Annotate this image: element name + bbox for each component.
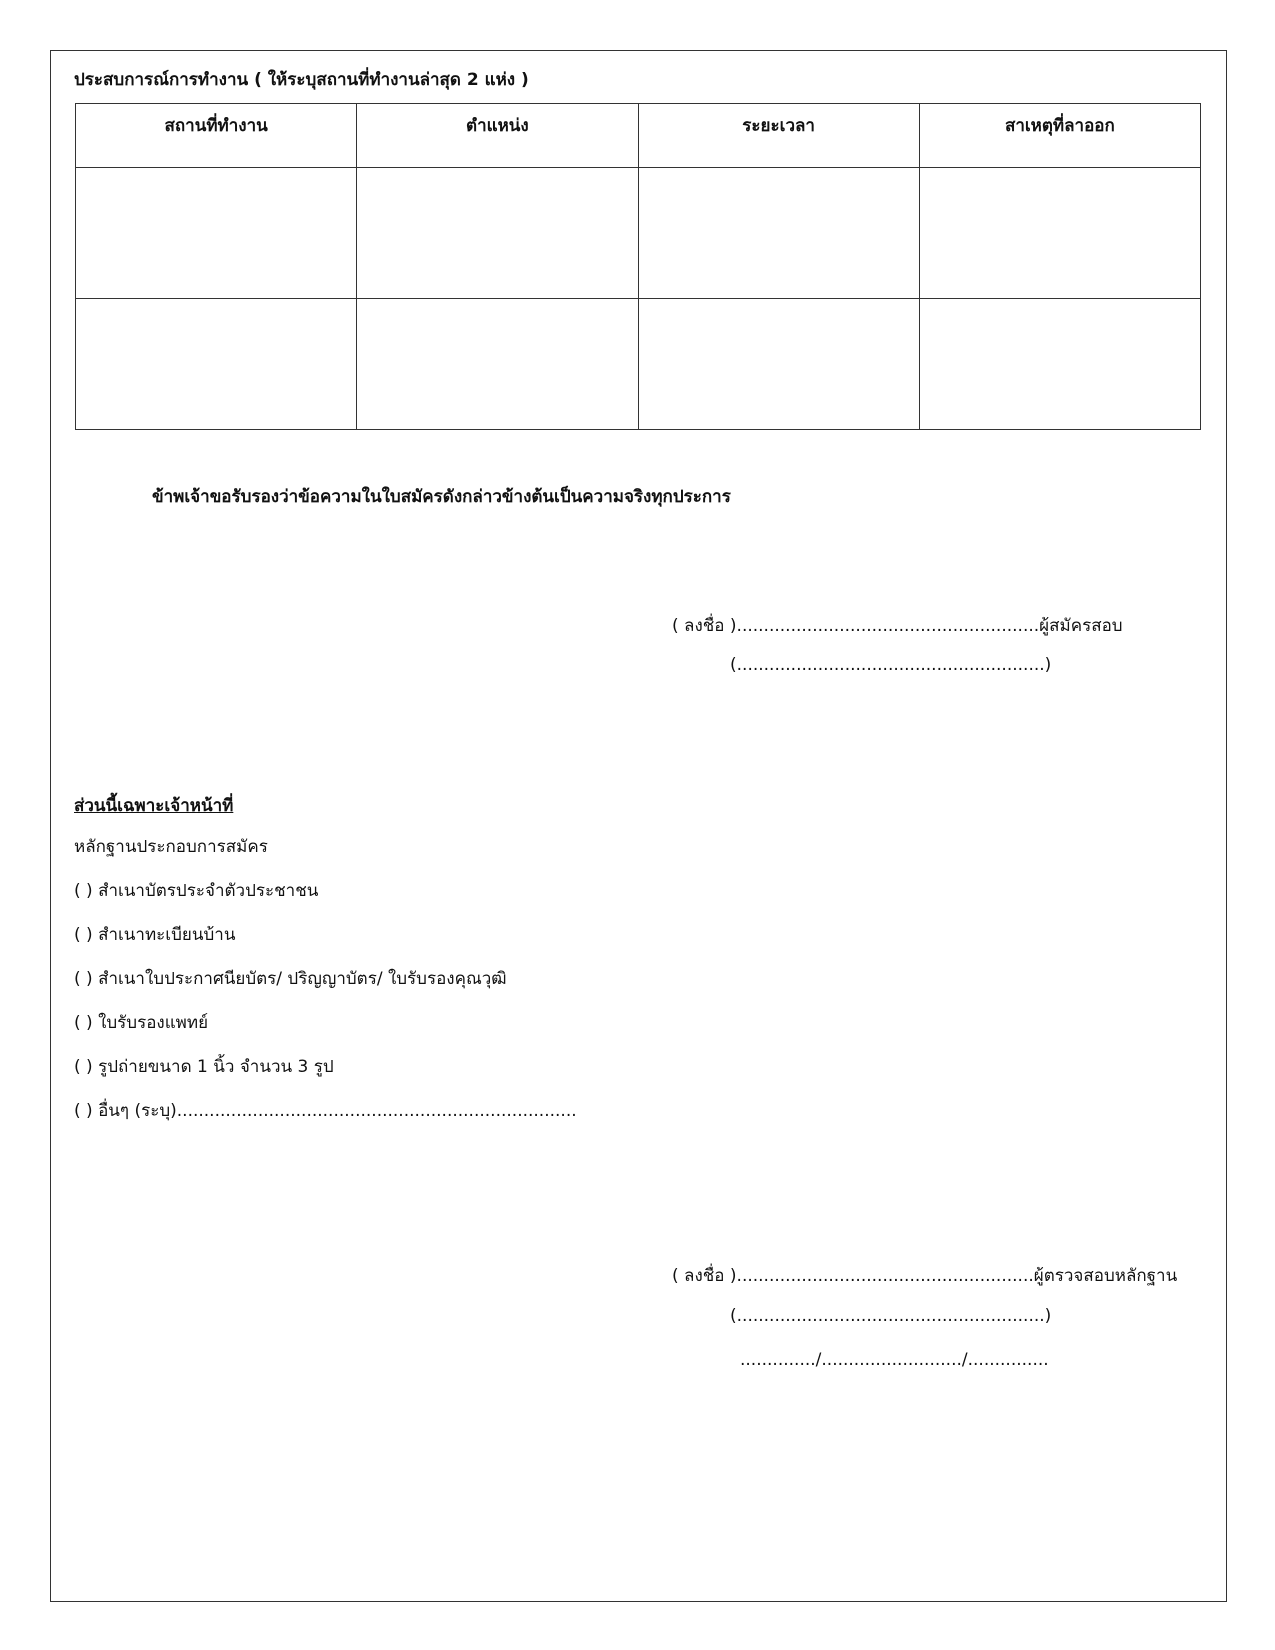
table-cell[interactable] bbox=[357, 168, 638, 299]
applicant-name-line[interactable]: (.........................................................) bbox=[730, 655, 1052, 675]
work-experience-heading: ประสบการณ์การทำงาน ( ให้ระบุสถานที่ทำงานล่าสุด 2 แห่ง ) bbox=[74, 70, 529, 90]
table-cell[interactable] bbox=[76, 299, 357, 430]
staff-section-title: ส่วนนี้เฉพาะเจ้าหน้าที่ bbox=[74, 796, 234, 816]
table-row bbox=[76, 299, 1201, 430]
table-cell[interactable] bbox=[357, 299, 638, 430]
column-header-position: ตำแหน่ง bbox=[357, 104, 638, 168]
checklist-item-certificate[interactable]: ( ) สำเนาใบประกาศนียบัตร/ ปริญญาบัตร/ ใบรับรองคุณวุฒิ bbox=[74, 969, 507, 989]
staff-section-subtitle: หลักฐานประกอบการสมัคร bbox=[74, 837, 268, 857]
checklist-item-other[interactable]: ( ) อื่นๆ (ระบุ).......................................................................... bbox=[74, 1101, 577, 1121]
checklist-item-photos[interactable]: ( ) รูปถ่ายขนาด 1 นิ้ว จำนวน 3 รูป bbox=[74, 1057, 334, 1077]
verifier-name-line[interactable]: (.........................................................) bbox=[730, 1306, 1052, 1326]
column-header-duration: ระยะเวลา bbox=[638, 104, 919, 168]
checklist-item-house-registration[interactable]: ( ) สำเนาทะเบียนบ้าน bbox=[74, 925, 236, 945]
checklist-item-id-card[interactable]: ( ) สำเนาบัตรประจำตัวประชาชน bbox=[74, 881, 319, 901]
applicant-signature-line[interactable]: ( ลงชื่อ )........................................................ผู้สมัครสอบ bbox=[672, 616, 1123, 636]
table-cell[interactable] bbox=[919, 168, 1200, 299]
column-header-workplace: สถานที่ทำงาน bbox=[76, 104, 357, 168]
checklist-item-medical-certificate[interactable]: ( ) ใบรับรองแพทย์ bbox=[74, 1013, 209, 1033]
verifier-date-line[interactable]: ............../........................../............... bbox=[740, 1350, 1049, 1370]
column-header-reason-for-leaving: สาเหตุที่ลาออก bbox=[919, 104, 1200, 168]
work-experience-table bbox=[75, 103, 1201, 430]
table-cell[interactable] bbox=[638, 168, 919, 299]
table-row bbox=[76, 168, 1201, 299]
table-cell[interactable] bbox=[638, 299, 919, 430]
verifier-signature-line[interactable]: ( ลงชื่อ ).......................................................ผู้ตรวจสอบหลักฐาน bbox=[672, 1266, 1178, 1286]
declaration-statement: ข้าพเจ้าขอรับรองว่าข้อความในใบสมัครดังกล่าวข้างต้นเป็นความจริงทุกประการ bbox=[152, 487, 731, 507]
table-header-row bbox=[76, 104, 1201, 168]
table-cell[interactable] bbox=[919, 299, 1200, 430]
table-cell[interactable] bbox=[76, 168, 357, 299]
